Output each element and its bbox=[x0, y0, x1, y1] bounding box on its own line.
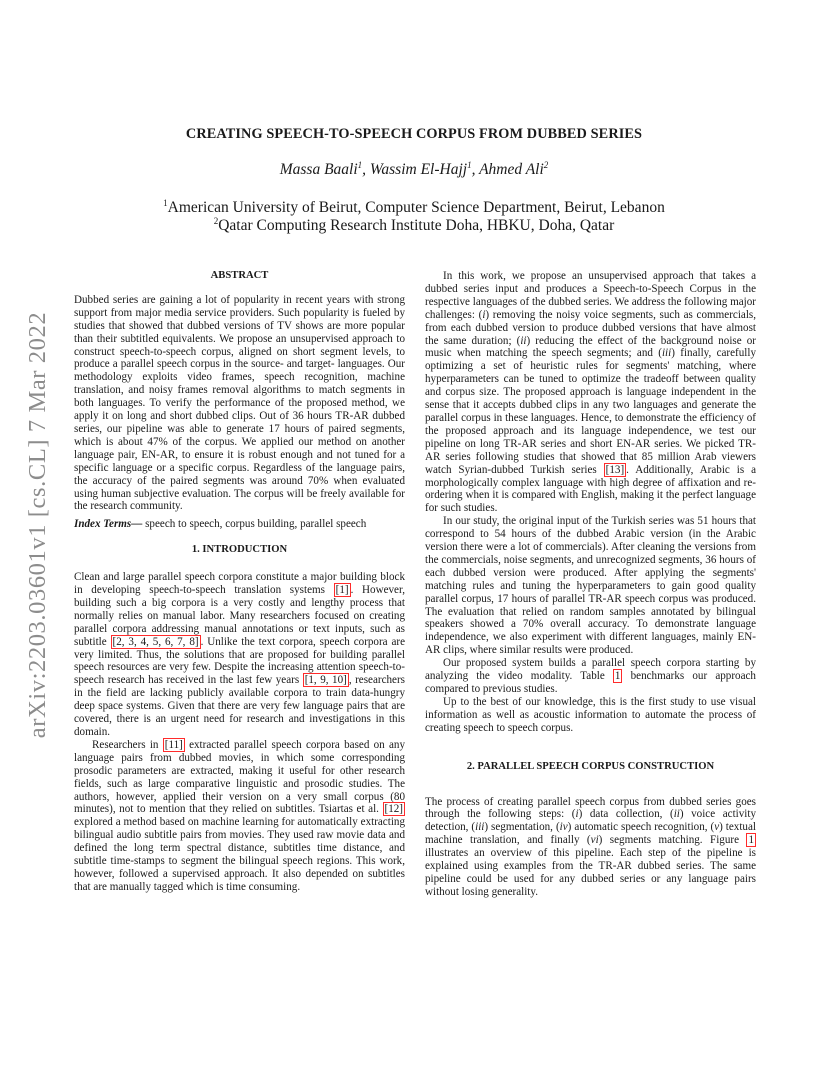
citation-link[interactable]: [1] bbox=[335, 584, 349, 597]
right-column bbox=[425, 270, 756, 899]
text-run: benchmarks our approach compared to previous studies. bbox=[425, 670, 756, 695]
text-run: ) finally, carefully optimizing a set of heuristic rules for segments' matching, where hyperparameters can be tuned to optimize the tradeoff between quality and corpus size. The proposed approach is language independent in the sense that it accepts dubbed clips in any two languages and generate the parallel corpus in these languages. Hence, to demonstrate the efficiency of the proposed approach and its language independence, we test our pipeline on long TR-AR series and short EN-AR series. We picked TR-AR series following studies that showed that 85 million Arab viewers watch Syrian-dubbed Turkish series bbox=[425, 347, 757, 476]
intro-paragraph-5 bbox=[425, 657, 756, 696]
figure-link[interactable]: 1 bbox=[748, 834, 754, 847]
text-run: In this work, we propose an unsupervised approach that takes a dubbed series input and produces a Speech-to-Speech Corpus in the respective languages of the dubbed series. We address the following major challenges: ( bbox=[425, 270, 756, 321]
affiliation-mark: 2 bbox=[213, 216, 219, 226]
list-marker: ii bbox=[673, 808, 680, 821]
list-marker: vi bbox=[590, 834, 599, 847]
affiliation-mark: 2 bbox=[543, 160, 549, 170]
list-marker: ii bbox=[520, 334, 527, 347]
affiliation-mark: 1 bbox=[467, 160, 472, 170]
intro-paragraph-2 bbox=[74, 739, 405, 894]
section-1-heading: 1. INTRODUCTION bbox=[191, 544, 288, 556]
affiliation-text: Qatar Computing Research Institute Doha, HBKU, Doha, Qatar bbox=[218, 217, 615, 235]
arxiv-identifier-sidebar bbox=[8, 290, 68, 760]
list-marker: i bbox=[482, 308, 486, 321]
author-name: Ahmed Ali bbox=[479, 161, 544, 179]
list-marker: v bbox=[714, 821, 720, 834]
citation-link[interactable]: [12] bbox=[384, 803, 403, 816]
intro-paragraph-1 bbox=[74, 571, 405, 739]
section-2-paragraph-1 bbox=[425, 796, 756, 899]
list-marker: i bbox=[575, 808, 579, 821]
text-run: ) automatic speech recognition, ( bbox=[567, 821, 715, 834]
citation-link[interactable]: [13] bbox=[605, 463, 625, 476]
text-run: ) removing the noisy voice segments, such as commercials, from each dubbed version to produce dubbed versions that have almost the same duration; ( bbox=[425, 308, 756, 347]
text-run: ) segmentation, ( bbox=[484, 821, 560, 834]
text-run: . Additionally, Arabic is a morphologically complex language with high degree of affixation and re-ordering when it is compared with English, making it the perfect language for such studies. bbox=[425, 463, 756, 515]
intro-paragraph-6: Up to the best of our knowledge, this is the first study to use visual information as well as acoustic information to automate the process of creating speech to speech corpus. bbox=[425, 695, 756, 734]
section-2-heading: 2. PARALLEL SPEECH CORPUS CONSTRUCTION bbox=[466, 760, 715, 772]
list-marker: iii bbox=[661, 347, 672, 360]
list-marker: iv bbox=[559, 821, 568, 834]
text-run: ) textual machine translation, and finally ( bbox=[425, 821, 756, 847]
author-name: Massa Baali bbox=[279, 161, 358, 179]
table-link[interactable]: 1 bbox=[614, 670, 621, 683]
author-name: Wassim El-Hajj bbox=[369, 161, 468, 179]
intro-paragraph-3 bbox=[425, 270, 756, 515]
index-terms bbox=[74, 518, 405, 531]
author-list: Massa Baali$^1$, Wassim El-Hajj$^1$, Ahmed Ali$^2$ bbox=[279, 160, 549, 179]
list-marker: iii bbox=[475, 821, 485, 834]
intro-paragraph-4: In our study, the original input of the Turkish series was 51 hours that correspond to 54 hours of the dubbed Arabic version (in the Arabic version there were a lot of commercials). After cleaning the versions from the commercials, noise segments, and unrecognized segments, 36 hours of each dubbed version were produced. After applying the segments' matching rules and tuning the hyperparameters to gain good quality parallel corpus, 17 hours of parallel TR-AR speech corpus was produced. The evaluation that relied on random samples annotated by bilingual speakers showed a 70% overall accuracy. To demonstrate language independence, we also experiment with different languages, mainly EN-AR clips, where similar results were produced. bbox=[425, 515, 756, 657]
text-run: Our proposed system builds a parallel speech corpora starting by analyzing the video modality. Table bbox=[425, 657, 756, 683]
text-run: ) reducing the effect of the background noise or music when matching the speech segments; and ( bbox=[425, 334, 756, 360]
abstract-text: Dubbed series are gaining a lot of popularity in recent years with strong support from major media service providers. Such popularity is fueled by studies that showed that dubbed versions of TV shows are more popular than their subtitled equivalents. We propose an unsupervised approach to construct speech-to-speech corpus, aligned on short segment levels, to produce a parallel speech corpus in the source- and target- languages. Our methodology exploits video frames, speech recognition, machine translation, and noisy frames removal algorithms to match segments in both languages. To verify the performance of the proposed method, we apply it on long and short dubbed clips. Out of 36 hours TR-AR dubbed series, our pipeline was able to generate 17 hours of paired segments, which is about 47% of the corpus. We applied our method on another language pair, EN-AR, to ensure it is robust enough and not tuned for a specific language or a specific corpus. Regardless of the language pairs, the accuracy of the paired segments was around 70% when evaluated using human subjective evaluation. The corpus will be freely available for the research community. bbox=[74, 293, 405, 513]
text-run: . Unlike the text corpora, speech corpora are very limited. Thus, the solutions that are proposed for building parallel speech resources are very few. Despite the increasing attention speech-to-speech research has received in the last few years bbox=[74, 635, 406, 687]
left-column bbox=[74, 270, 405, 894]
index-terms-text: speech to speech, corpus building, parallel speech bbox=[142, 518, 367, 531]
text-run: Researchers in bbox=[92, 738, 163, 751]
affiliation-mark: 1 bbox=[357, 160, 363, 170]
text-run: extracted parallel speech corpora based on any language pairs from dubbed movies, in which some corresponding prosodic parameters are extracted, making it useful for other research fields, such as large comparative linguistic and prosodic studies. The authors, however, applied their version on a very small corpus (80 minutes), not to mention that they relied on subtitles. Tsiartas et al. bbox=[74, 738, 405, 816]
text-run: Clean and large parallel speech corpora constitute a major building block in developing speech-to-speech translation systems bbox=[74, 571, 405, 597]
text-run: The process of creating parallel speech corpus from dubbed series goes through the following steps: ( bbox=[425, 795, 756, 821]
affiliation-2 bbox=[0, 216, 828, 235]
abstract-heading: ABSTRACT bbox=[210, 270, 269, 281]
index-terms-label: Index Terms— bbox=[74, 518, 143, 531]
text-run: illustrates an overview of this pipeline. Each step of the pipeline is explained using examples from the TR-AR dubbed series. The same pipeline could be used for any dubbed series or any language pairs without losing generality. bbox=[425, 847, 756, 898]
paper-title: CREATING SPEECH-TO-SPEECH CORPUS FROM DUBBED SERIES bbox=[185, 126, 643, 142]
affiliation-mark: 1 bbox=[163, 198, 168, 208]
arxiv-id-text: arXiv:2203.03601v1 [cs.CL] 7 Mar 2022 bbox=[24, 311, 51, 739]
citation-link[interactable]: [2, 3, 4, 5, 6, 7, 8] bbox=[112, 635, 199, 648]
citation-link[interactable]: [11] bbox=[164, 738, 183, 751]
text-run: explored a method based on machine learning for automatically extracting bilingual audio subtitle pairs from movies. They used raw movie data and defined the long term spectral distance, subtitles time distance, and subtitle time-stamps to segment the bilingual speech regions. This work, however, followed a supervised approach. It also depended on subtitles that are manually tagged which is time consuming. bbox=[74, 816, 405, 893]
text-run: ) segments matching. Figure bbox=[598, 834, 747, 847]
affiliation-1 bbox=[0, 198, 828, 217]
text-run: , researchers in the field are lacking publicly available corpora to train data-hungry deep space systems. Given that there are very few language pairs that are covered, there is an urgent need for research and investigations in this domain. bbox=[74, 674, 405, 738]
text-run: . However, building such a big corpora is a very costly and lengthy process that normally relies on manual labor. Many researchers focused on creating parallel corpora addressing manual annotations or text inputs, such as subtitle bbox=[74, 584, 405, 648]
text-run: ) voice activity detection, ( bbox=[425, 808, 756, 834]
affiliation-text: American University of Beirut, Computer Science Department, Beirut, Lebanon bbox=[167, 199, 665, 217]
text-run: ) data collection, ( bbox=[578, 808, 674, 821]
citation-link[interactable]: [1, 9, 10] bbox=[304, 674, 347, 687]
